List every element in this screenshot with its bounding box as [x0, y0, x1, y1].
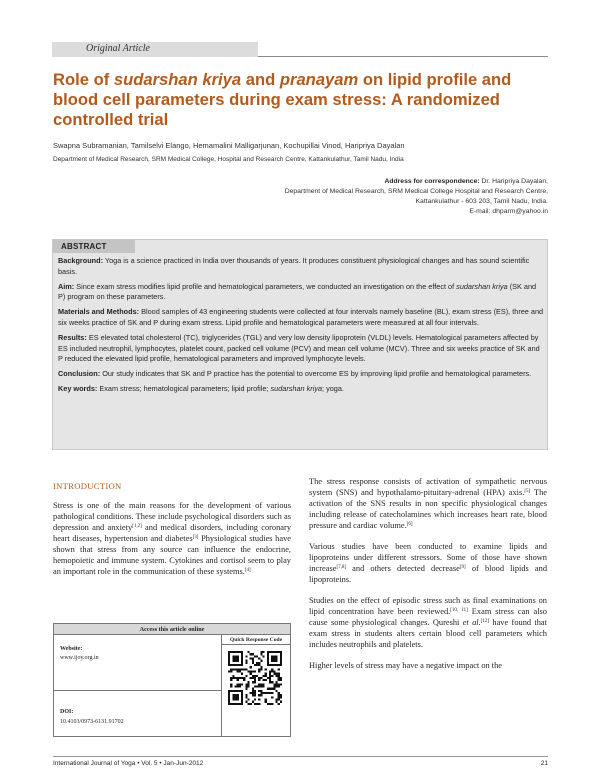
citation[interactable]: [3] [192, 535, 199, 540]
abstract-aim: Aim: Since exam stress modifies lipid profile and hematological parameters, we conducted an investigation on the effect of sudarshan kriya (SK and P) program on these parameters. [58, 281, 537, 302]
citation[interactable]: [12] [480, 619, 490, 624]
correspondence-label: Address for correspondence: [384, 178, 480, 185]
citation[interactable]: [5] [524, 489, 531, 494]
footer-journal: International Journal of Yoga • Vol. 5 • Jan-Jun-2012 [53, 760, 204, 767]
correspondence-address-line: Department of Medical Research, SRM Medical College Hospital and Research Centre, [284, 188, 548, 195]
abstract-methods: Materials and Methods: Blood samples of 43 engineering students were collected at four intervals namely baseline (BL), exam stress (ES), three and six weeks practice of SK and P during exam stress. Lipid profile and hematological parameters were measured at all four intervals. [58, 307, 544, 327]
correspondence-email[interactable]: E-mail: dhparm@yahoo.in [469, 208, 548, 215]
abstract-box [52, 239, 548, 450]
body-paragraph: Studies on the effect of episodic stress such as final examinations on lipid concentration have been reviewed.[10, 11] Exam stress can also cause some physiological changes. Qureshi et al.[12] have found that exam stress in students alters certain blood cell parameters which includes neutrophils and platelets. [309, 596, 547, 649]
citation[interactable]: [7,8] [336, 565, 347, 570]
abstract-conclusion: Conclusion: Our study indicates that SK and P practice has the potential to overcome ES by improving lipid profile and hematological parameters. [58, 369, 532, 379]
right-column [309, 476, 547, 681]
correspondence-name: Dr. Haripriya Dayalan, [479, 178, 548, 185]
doi-label: DOI: [60, 709, 74, 715]
doi-link[interactable]: 10.4103/0973-6131.91702 [60, 719, 124, 725]
access-box-rule [54, 690, 221, 691]
citation[interactable]: [6] [406, 522, 413, 527]
access-box-divider [221, 645, 222, 737]
abstract-keywords: Key words: Exam stress; hematological parameters; lipid profile; sudarshan kriya; yoga. [58, 383, 344, 393]
left-column [53, 500, 291, 587]
intro-paragraph: Stress is one of the main reasons for the development of various pathological conditions. These include psychological disorders such as depression and anxiety[1,2] and medical disorders, including coronary heart diseases, hypertension and diabetes[3] Physiological studies have shown that stress from any source can influence the endocrine, hemopoietic and immune system. Cytokines and cortisol seem to play an important role in the communication of these systems.[4] [53, 501, 292, 576]
author-list: Swapna Subramanian, Tamilselvi Elango, Hemamalini Malligarjunan, Kochupillai Vinod, Haripriya Dayalan [53, 141, 405, 150]
abstract-background: Background: Yoga is a science practiced in India over thousands of years. It produces constituent physiological changes and has sound scientific basis. [58, 256, 530, 276]
body-paragraph: The stress response consists of activation of sympathetic nervous system (SNS) and hypothalamo-pituitary-adrenal (HPA) axis.[5] The activation of the SNS results in non specific physiological changes including release of catecholamines which increases heart rate, blood pressure and cardiac volume.[6] [309, 477, 547, 530]
citation[interactable]: [4] [244, 568, 251, 573]
article-type-banner [52, 42, 258, 57]
website-link[interactable]: www.ijoy.org.in [60, 655, 99, 661]
citation[interactable]: [9] [459, 565, 466, 570]
body-paragraph: Higher levels of stress may have a negative impact on the [309, 661, 503, 670]
abstract-heading: ABSTRACT [61, 242, 107, 251]
abstract-body [58, 256, 544, 399]
abstract-heading-tab [53, 240, 135, 253]
article-title: Role of sudarshan kriya and pranayam on lipid profile and blood cell parameters during exam stress: A randomized controlled trial [53, 70, 512, 129]
abstract-results: Results: ES elevated total cholesterol (TC), triglycerides (TGL) and very low density lipoprotein (VLDL) levels. Hematological parameters affected by ES included neutrophil, lymphocytes, platelet count, packed cell volume (PCV) and mean cell volume (MCV). Three and six weeks practice of SK and P reduced the elevated lipid profile, hematological parameters and improved lymphocyte levels. [58, 332, 540, 364]
website-label: Website: [60, 646, 83, 652]
body-paragraph: Various studies have been conducted to examine lipids and lipoproteins under different stressors. Some of those have shown increase[7,8] and others detected decrease[9] of blood lipids and lipoproteins. [309, 542, 548, 584]
affiliation: Department of Medical Research, SRM Medical College, Hospital and Research Centre, Kattankulathur, Tamil Nadu, India [53, 156, 404, 163]
citation[interactable]: [1,2] [132, 524, 142, 529]
article-type-label: Original Article [86, 43, 150, 54]
footer-rule [53, 756, 548, 757]
citation[interactable]: [10, 11] [450, 608, 468, 613]
qr-code-heading: Quick Response Code [221, 635, 290, 645]
page-number: 21 [540, 760, 548, 767]
article-type-rule [258, 56, 548, 57]
correspondence-address-line: Kattankulathur - 603 203, Tamil Nadu, India. [415, 198, 548, 205]
qr-code-icon[interactable] [228, 651, 282, 705]
section-heading-introduction: INTRODUCTION [53, 481, 122, 491]
correspondence-block [188, 177, 548, 217]
access-box-heading: Access this article online [54, 624, 290, 635]
access-online-box [53, 623, 291, 737]
